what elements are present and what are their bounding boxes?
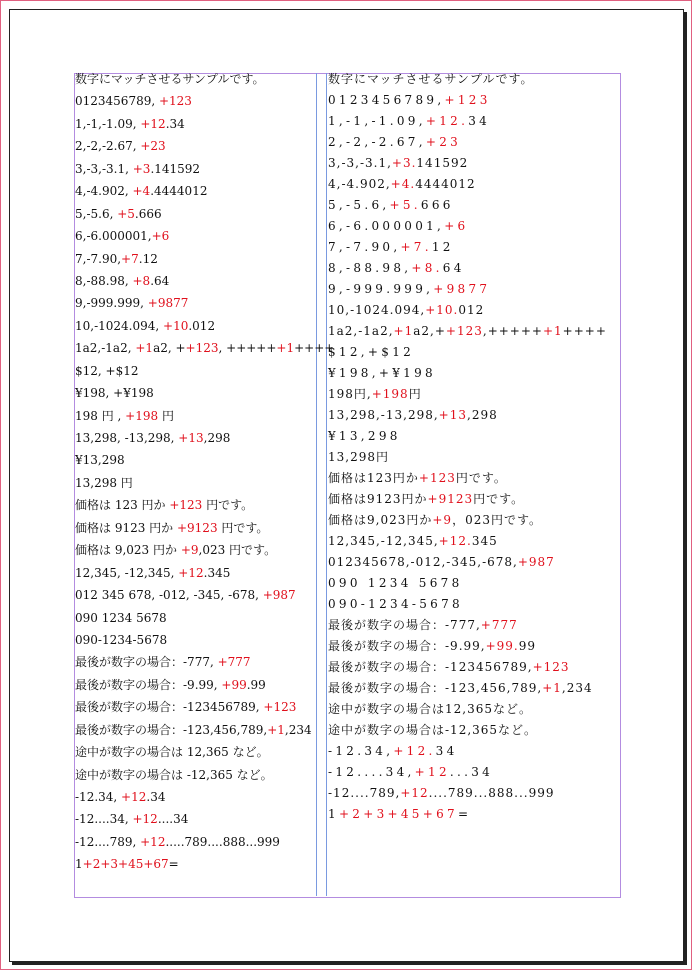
plain-text: 6,-6.000001, <box>328 219 445 233</box>
text-line-left-15 <box>75 385 315 407</box>
text-line-left-13 <box>75 340 335 362</box>
plain-text: 2,-2,-2.67, <box>75 139 141 154</box>
column-gutter-left-guide <box>316 73 317 896</box>
text-line-left-14 <box>75 363 315 385</box>
plain-text: 価格は123円か <box>328 471 419 485</box>
plain-text: .....789....888...999 <box>165 834 280 849</box>
text-line-left-24 <box>75 587 315 609</box>
text-line-right-35 <box>328 785 618 806</box>
text-line-left-33 <box>75 789 315 811</box>
text-line-left-30 <box>75 722 315 744</box>
highlighted-match: +12 <box>121 790 147 804</box>
plain-text: 価格は9,023円か <box>328 513 433 527</box>
highlighted-match: +9123 <box>176 520 218 535</box>
highlighted-match: +7. <box>400 240 432 254</box>
plain-text: 途中が数字の場合は-12,365など。 <box>328 723 538 737</box>
plain-text: 10,-1024.094, <box>75 318 164 333</box>
plain-text: 666 <box>420 198 454 212</box>
plain-text: 34 <box>435 744 458 758</box>
plain-text: 198 円 , <box>75 408 126 423</box>
plain-text: 最後が数字の場合：-777, <box>328 618 481 632</box>
highlighted-match: +123 <box>158 94 192 109</box>
plain-text: .34 <box>165 116 185 131</box>
column-gutter-right-guide <box>326 73 327 896</box>
highlighted-match: +7 <box>121 251 139 266</box>
text-line-left-1 <box>75 71 315 93</box>
highlighted-match: +8 <box>132 273 151 288</box>
text-line-right-32 <box>328 722 618 743</box>
text-line-left-36 <box>75 856 315 878</box>
plain-text: .141592 <box>150 161 201 176</box>
highlighted-match: +23 <box>140 139 166 154</box>
highlighted-match: +5. <box>389 198 421 212</box>
plain-text: 5,-5.6, <box>328 198 390 212</box>
plain-text: ,234 <box>284 722 312 737</box>
text-line-right-23 <box>328 533 618 554</box>
highlighted-match: +777 <box>480 618 518 632</box>
highlighted-match: +10 <box>163 318 189 333</box>
text-line-right-4 <box>328 134 618 155</box>
text-line-left-21 <box>75 520 315 542</box>
plain-text: 円です。 <box>473 492 525 506</box>
plain-text: 1 <box>75 857 83 872</box>
plain-text: 0123456789, <box>328 93 445 107</box>
plain-text: 最後が数字の場合：-123,456,789, <box>75 722 268 737</box>
plain-text: $12, +$12 <box>75 363 139 378</box>
plain-text: ...34 <box>449 765 494 779</box>
highlighted-match: +12. <box>438 534 472 548</box>
plain-text: 13,298, -13,298, <box>75 431 179 445</box>
text-line-right-34 <box>328 764 618 785</box>
highlighted-match: +12 <box>140 834 166 849</box>
highlighted-match: +123 <box>444 93 491 107</box>
plain-text: 0123456789, <box>75 94 159 109</box>
plain-text: 12 <box>431 240 454 254</box>
plain-text: 数字にマッチさせるサンプルです。 <box>328 72 534 86</box>
plain-text: 途中が数字の場合は 12,365 など。 <box>75 745 269 760</box>
highlighted-match: +1 <box>135 341 154 356</box>
text-line-right-21 <box>328 491 618 512</box>
plain-text: -12....789, <box>75 834 141 849</box>
plain-text: 012 <box>458 303 485 317</box>
highlighted-match: +777 <box>217 655 251 670</box>
plain-text: -12....34, <box>328 765 415 779</box>
highlighted-match: +13 <box>438 408 467 422</box>
plain-text: 円です。 <box>217 520 269 535</box>
plain-text: .34 <box>146 790 166 804</box>
text-line-right-8 <box>328 218 618 239</box>
plain-text: 価格は 123 円か <box>75 498 170 513</box>
highlighted-match: +2+3+45+67 <box>82 857 169 872</box>
text-column-left[interactable] <box>75 71 335 879</box>
plain-text: 9,-999.999, <box>75 296 148 311</box>
highlighted-match: +13 <box>178 431 204 445</box>
text-line-left-26 <box>75 632 315 654</box>
highlighted-match: +12. <box>425 114 469 128</box>
plain-text: 円です。 <box>202 498 254 513</box>
highlighted-match: +987 <box>517 555 555 569</box>
plain-text: 8,-88.98, <box>75 273 133 288</box>
highlighted-match: +12. <box>393 744 436 758</box>
plain-text: 4,-4.902, <box>328 177 391 191</box>
plain-text: ,234 <box>561 681 593 695</box>
plain-text: 途中が数字の場合は -12,365 など。 <box>75 767 273 782</box>
highlighted-match: +987 <box>262 588 296 603</box>
plain-text: ++++ <box>562 324 607 338</box>
highlighted-match: +12 <box>132 812 158 827</box>
text-line-right-11 <box>328 281 618 302</box>
highlighted-match: +123 <box>185 341 219 356</box>
text-line-left-2 <box>75 93 315 115</box>
plain-text: 1a2,-1a2, <box>75 341 136 356</box>
text-line-left-23 <box>75 565 315 587</box>
plain-text: .64 <box>150 273 170 288</box>
plain-text: ++++ <box>294 341 335 356</box>
text-line-left-8 <box>75 228 315 250</box>
highlighted-match: +12 <box>414 765 450 779</box>
plain-text: 5,-5.6, <box>75 206 118 221</box>
text-line-right-17 <box>328 407 618 428</box>
plain-text: 円です。 <box>455 471 507 485</box>
plain-text: ，023円です。 <box>452 513 543 527</box>
text-line-left-11 <box>75 295 315 317</box>
plain-text: , +++++ <box>218 341 277 356</box>
text-line-right-33 <box>328 743 618 764</box>
highlighted-match: +123 <box>532 660 570 674</box>
plain-text: ¥198, +¥198 <box>75 386 154 401</box>
plain-text: ¥13,298 <box>328 429 401 443</box>
plain-text: 最後が数字の場合：-777, <box>75 655 218 670</box>
plain-text: 198円, <box>328 387 372 401</box>
highlighted-match: +9877 <box>433 282 491 296</box>
plain-text: .12 <box>138 251 158 266</box>
text-line-left-17 <box>75 430 315 452</box>
plain-text: ¥198,+¥198 <box>328 366 436 380</box>
plain-text: 12,345,-12,345, <box>328 534 439 548</box>
plain-text: 99 <box>518 639 537 653</box>
highlighted-match: +123 <box>169 498 203 513</box>
plain-text: 8,-88.98, <box>328 261 412 275</box>
plain-text: 円 <box>158 408 174 423</box>
text-line-right-13 <box>328 323 618 344</box>
text-line-left-22 <box>75 542 315 564</box>
plain-text: 4,-4.902, <box>75 184 133 199</box>
plain-text: 価格は 9123 円か <box>75 520 177 535</box>
text-line-right-7 <box>328 197 618 218</box>
highlighted-match: +9123 <box>427 492 474 506</box>
highlighted-match: +10. <box>425 303 459 317</box>
text-line-left-7 <box>75 206 315 228</box>
highlighted-match: +6 <box>444 219 469 233</box>
text-line-right-5 <box>328 155 618 176</box>
plain-text: 345 <box>471 534 498 548</box>
highlighted-match: +198 <box>371 387 409 401</box>
text-line-right-12 <box>328 302 618 323</box>
text-line-right-18 <box>328 428 618 449</box>
text-line-left-31 <box>75 744 315 766</box>
text-line-right-3 <box>328 113 618 134</box>
text-line-left-10 <box>75 273 315 295</box>
plain-text: 090-1234-5678 <box>328 597 463 611</box>
plain-text: ,+++++ <box>482 324 543 338</box>
plain-text: 13,298円 <box>328 450 389 464</box>
plain-text: 最後が数字の場合：-123456789, <box>75 700 264 715</box>
highlighted-match: +99 <box>221 677 247 692</box>
text-line-left-27 <box>75 654 315 676</box>
plain-text: 最後が数字の場合：-123,456,789, <box>328 681 543 695</box>
highlighted-match: +4. <box>390 177 416 191</box>
plain-text: 090-1234-5678 <box>75 632 168 647</box>
highlighted-match: +12 <box>140 116 166 131</box>
text-line-left-20 <box>75 497 315 519</box>
highlighted-match: +3 <box>132 161 151 176</box>
highlighted-match: +99. <box>485 639 519 653</box>
text-column-right[interactable] <box>328 71 618 827</box>
highlighted-match: +12 <box>400 786 429 800</box>
text-line-right-1 <box>328 71 618 92</box>
plain-text: 最後が数字の場合：-123456789, <box>328 660 533 674</box>
highlighted-match: +1 <box>542 324 563 338</box>
text-line-right-6 <box>328 176 618 197</box>
plain-text: 9,-999.999, <box>328 282 434 296</box>
plain-text: 141592 <box>416 156 469 170</box>
text-line-left-19 <box>75 475 315 497</box>
text-line-right-30 <box>328 680 618 701</box>
text-line-right-16 <box>328 386 618 407</box>
highlighted-match: +3. <box>391 156 417 170</box>
plain-text: -12....789, <box>328 786 401 800</box>
text-line-right-20 <box>328 470 618 491</box>
highlighted-match: +123 <box>263 700 297 715</box>
text-line-right-10 <box>328 260 618 281</box>
text-line-right-24 <box>328 554 618 575</box>
plain-text: 6,-6.000001, <box>75 229 152 244</box>
plain-text: = <box>457 807 472 821</box>
text-line-right-22 <box>328 512 618 533</box>
plain-text: $12,+$12 <box>328 345 415 359</box>
highlighted-match: +23 <box>425 135 462 149</box>
highlighted-match: +1 <box>542 681 562 695</box>
plain-text: 3,-3,-3.1, <box>75 161 133 176</box>
highlighted-match: +9 <box>432 513 453 527</box>
text-line-left-28 <box>75 677 315 699</box>
plain-text: 途中が数字の場合は12,365など。 <box>328 702 532 716</box>
plain-text: 34 <box>468 114 491 128</box>
text-line-left-5 <box>75 161 315 183</box>
plain-text: 7,-7.90, <box>75 251 122 266</box>
highlighted-match: +123 <box>445 324 483 338</box>
plain-text: 数字にマッチさせるサンプルです。 <box>75 72 265 86</box>
plain-text: -12.34, <box>328 744 394 758</box>
plain-text: .012 <box>188 318 216 333</box>
plain-text: .4444012 <box>150 184 208 199</box>
highlighted-match: +6 <box>151 229 170 244</box>
text-line-right-15 <box>328 365 618 386</box>
text-line-left-34 <box>75 811 315 833</box>
plain-text: 12,345, -12,345, <box>75 565 179 580</box>
text-line-right-26 <box>328 596 618 617</box>
plain-text: 価格は9123円か <box>328 492 428 506</box>
plain-text: .345 <box>203 565 231 580</box>
plain-text: ,298 <box>467 408 498 422</box>
plain-text: 1 <box>328 807 339 821</box>
highlighted-match: +5 <box>117 206 135 221</box>
text-line-left-35 <box>75 834 315 856</box>
plain-text: 4444012 <box>415 177 476 191</box>
highlighted-match: +123 <box>418 471 456 485</box>
plain-text: 64 <box>442 261 465 275</box>
highlighted-match: +198 <box>125 408 159 423</box>
text-line-left-3 <box>75 116 315 138</box>
plain-text: 13,298 円 <box>75 475 133 490</box>
text-line-left-29 <box>75 699 315 721</box>
plain-text: 最後が数字の場合：-9.99, <box>328 639 486 653</box>
text-line-right-27 <box>328 617 618 638</box>
highlighted-match: +9 <box>180 543 199 558</box>
text-line-left-32 <box>75 767 315 789</box>
plain-text: a2,+ <box>413 324 446 338</box>
plain-text: 価格は 9,023 円か <box>75 543 181 558</box>
plain-text: ....789...888...999 <box>428 786 555 800</box>
highlighted-match: +4 <box>132 184 151 199</box>
highlighted-match: +9877 <box>147 296 189 311</box>
plain-text: 090 1234 5678 <box>328 576 463 590</box>
highlighted-match: +8. <box>411 261 443 275</box>
text-line-right-14 <box>328 344 618 365</box>
text-line-left-6 <box>75 183 315 205</box>
highlighted-match: +1 <box>276 341 295 356</box>
plain-text: ¥13,298 <box>75 453 125 468</box>
text-line-left-4 <box>75 138 315 160</box>
text-line-left-9 <box>75 251 315 273</box>
text-line-right-19 <box>328 449 618 470</box>
plain-text: 最後が数字の場合：-9.99, <box>75 677 222 692</box>
plain-text: ....34 <box>157 812 189 827</box>
plain-text: .99 <box>246 677 266 692</box>
plain-text: ,298 <box>203 431 231 445</box>
text-line-left-12 <box>75 318 315 340</box>
plain-text: 13,298,-13,298, <box>328 408 439 422</box>
text-line-left-25 <box>75 610 315 632</box>
plain-text: ,023 円です。 <box>198 543 277 558</box>
highlighted-match: +12 <box>178 565 204 580</box>
text-line-right-31 <box>328 701 618 722</box>
plain-text: = <box>168 857 179 872</box>
highlighted-match: +1 <box>393 324 414 338</box>
plain-text: 1,-1,-1.09, <box>75 116 141 131</box>
text-line-right-29 <box>328 659 618 680</box>
plain-text: 7,-7.90, <box>328 240 401 254</box>
text-line-left-18 <box>75 452 315 474</box>
text-line-right-28 <box>328 638 618 659</box>
text-line-right-2 <box>328 92 618 113</box>
plain-text: 012 345 678, -012, -345, -678, <box>75 588 263 603</box>
text-line-right-25 <box>328 575 618 596</box>
plain-text: 090 1234 5678 <box>75 610 167 625</box>
plain-text: 円 <box>408 387 422 401</box>
plain-text: -12.34, <box>75 790 122 804</box>
text-line-right-36 <box>328 806 618 827</box>
text-line-left-16 <box>75 408 315 430</box>
highlighted-match: +2+3+45+67 <box>338 807 458 821</box>
plain-text: 1,-1,-1.09, <box>328 114 426 128</box>
plain-text: a2, + <box>153 341 186 356</box>
plain-text: -12....34, <box>75 812 133 827</box>
plain-text: 1a2,-1a2, <box>328 324 394 338</box>
plain-text: 3,-3,-3.1, <box>328 156 392 170</box>
plain-text: 10,-1024.094, <box>328 303 426 317</box>
plain-text: 012345678,-012,-345,-678, <box>328 555 518 569</box>
plain-text: 2,-2,-2.67, <box>328 135 426 149</box>
highlighted-match: +1 <box>267 722 285 737</box>
plain-text: .666 <box>134 206 162 221</box>
text-line-right-9 <box>328 239 618 260</box>
